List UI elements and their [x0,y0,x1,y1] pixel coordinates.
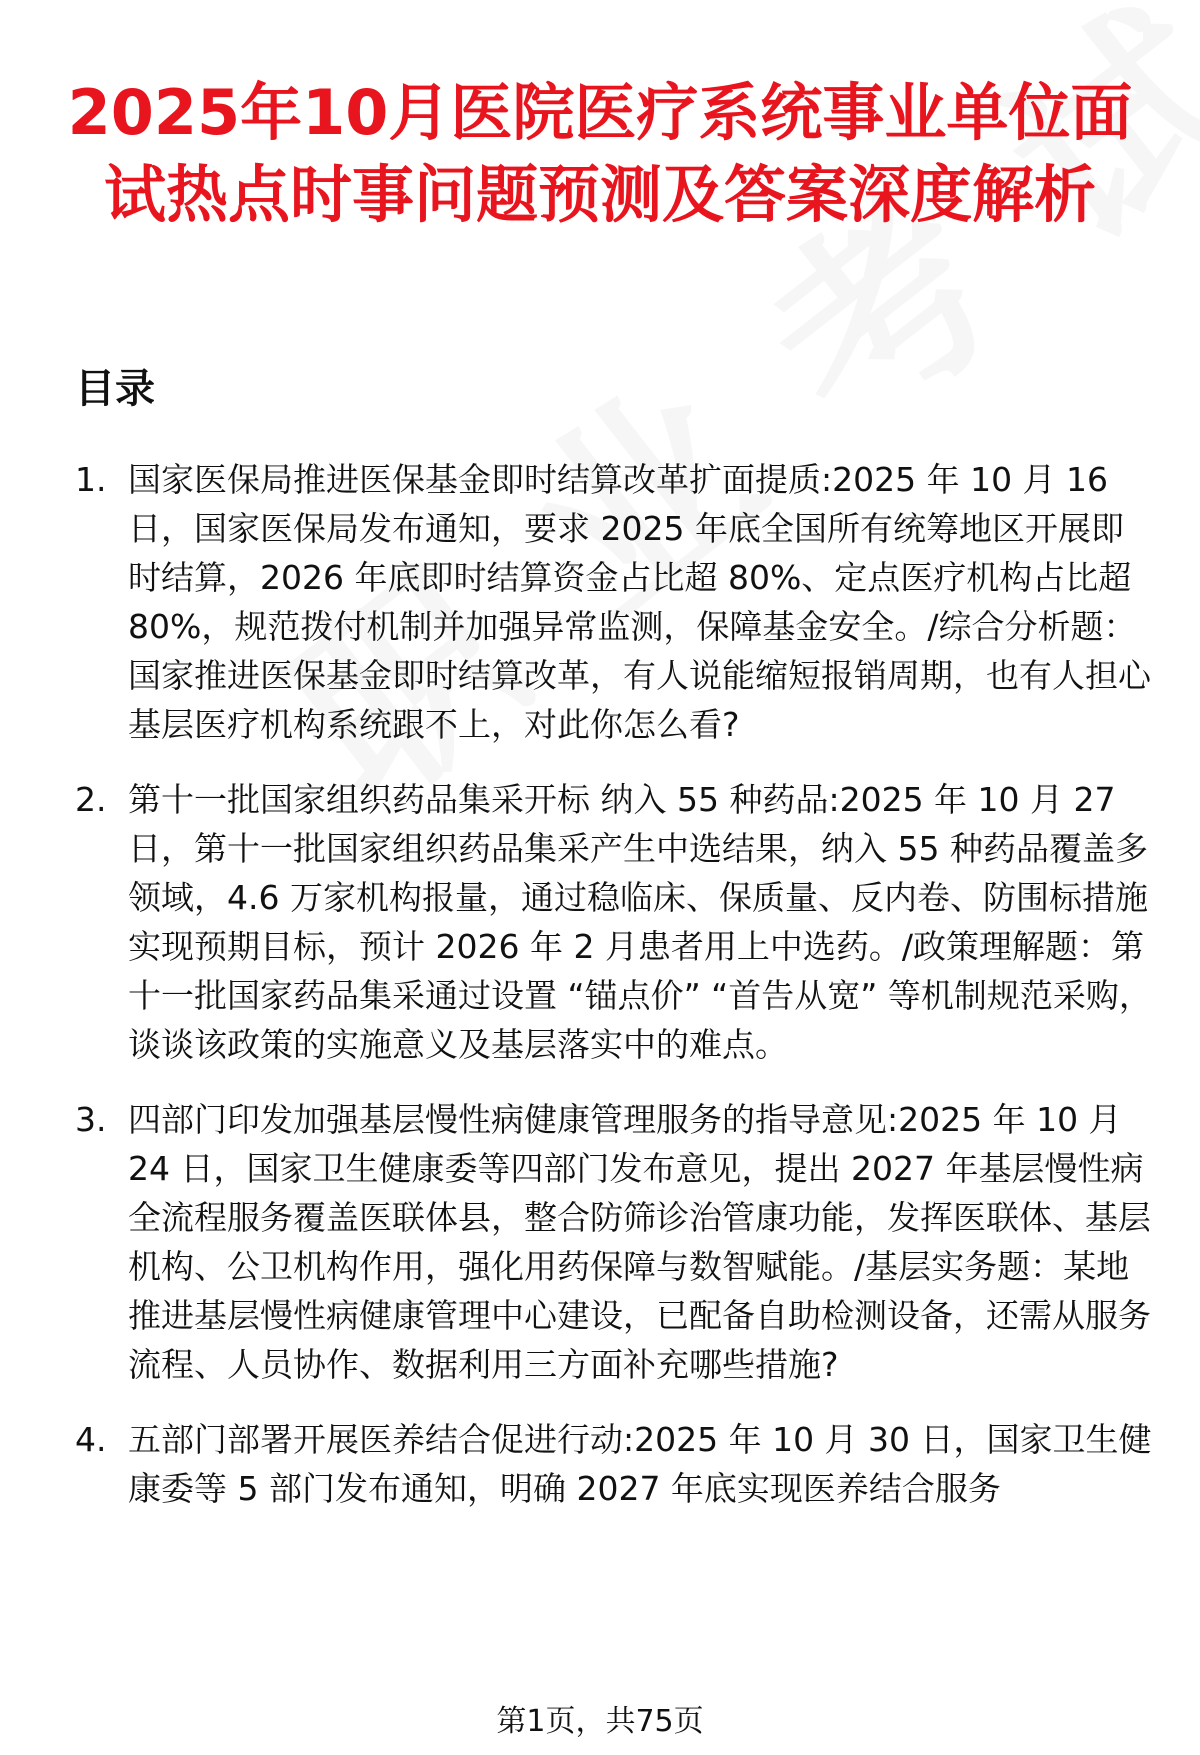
toc-item-number: 1. [75,460,107,499]
toc-list [75,455,1155,1539]
toc-item-text: 第十一批国家组织药品集采开标 纳入 55 种药品:2025 年 10 月 27 日，第十一批国家组织药品集采产生中选结果，纳入 55 种药品覆盖多领域，4.6 万家机构报量，通过稳临床、保质量、反内卷、防围标措施实现预期目标，预计 2026 年 2 月患者用上中选药。/政策理解题：第十一批国家药品集采通过设置 “锚点价” “首告从宽” 等机制规范采购，谈谈该政策的实施意义及基层落实中的难点。 [128,780,1152,1064]
toc-item-3 [75,1095,1155,1389]
toc-item-text: 四部门印发加强基层慢性病健康管理服务的指导意见:2025 年 10 月 24 日，国家卫生健康委等四部门发布意见，提出 2027 年基层慢性病全流程服务覆盖医联体县，整合防筛诊治管康功能，发挥医联体、基层机构、公卫机构作用，强化用药保障与数智赋能。/基层实务题：某地推进基层慢性病健康管理中心建设，已配备自助检测设备，还需从服务流程、人员协作、数据利用三方面补充哪些措施? [128,1100,1151,1384]
toc-item-text: 国家医保局推进医保基金即时结算改革扩面提质:2025 年 10 月 16 日，国家医保局发布通知，要求 2025 年底全国所有统筹地区开展即时结算，2026 年底即时结算资金占比超 80%、定点医疗机构占比超 80%，规范拨付机制并加强异常监测，保障基金安全。/综合分析题：国家推进医保基金即时结算改革，有人说能缩短报销周期，也有人担心基层医疗机构系统跟不上，对此你怎么看? [128,460,1151,744]
toc-item-1 [75,455,1155,749]
toc-item-text: 五部门部署开展医养结合促进行动:2025 年 10 月 30 日，国家卫生健康委等 5 部门发布通知，明确 2027 年底实现医养结合服务 [128,1420,1152,1508]
toc-item-4 [75,1415,1155,1513]
toc-item-number: 3. [75,1100,107,1139]
toc-heading: 目录 [75,366,155,412]
page-footer: 第1页，共75页 [496,1704,704,1739]
toc-item-number: 4. [75,1420,107,1459]
toc-item-number: 2. [75,780,107,819]
toc-item-2 [75,775,1155,1069]
document-title: 2025年10月医院医疗系统事业单位面试热点时事问题预测及答案深度解析 [67,76,1133,231]
